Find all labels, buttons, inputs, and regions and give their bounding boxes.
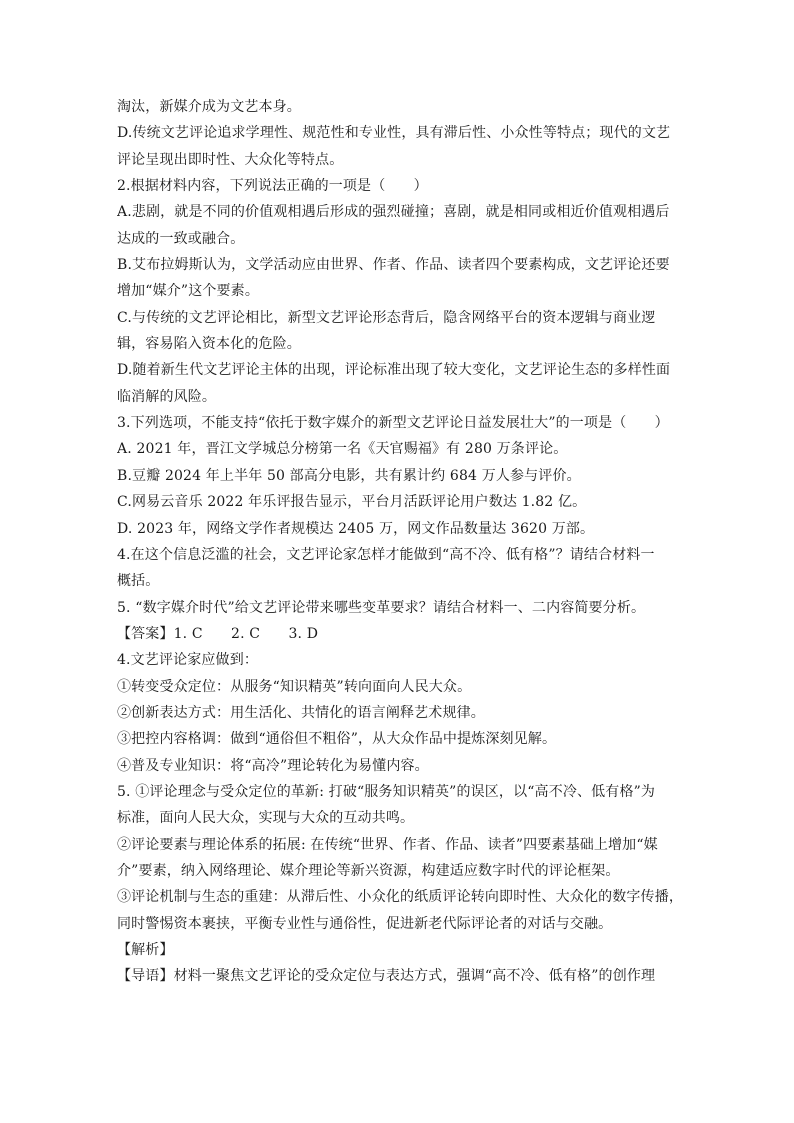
text-line: 增加“媒介”这个要素。 (117, 283, 259, 300)
text-line: 概括。 (117, 573, 160, 590)
question-3-option-a: A. 2021 年，晋江文学城总分榜第一名《天官赐福》有 280 万条评论。 (117, 441, 568, 458)
guide-paragraph: 【导语】材料一聚焦文艺评论的受众定位与表达方式，强调“高不冷、低有格”的创作理 (117, 968, 656, 985)
answer-4-point: ③把控内容格调：做到“通俗但不粗俗”，从大众作品中提炼深刻见解。 (117, 731, 557, 748)
question-2-option-b: B.艾布拉姆斯认为，文学活动应由世界、作者、作品、读者四个要素构成，文艺评论还要 (117, 257, 670, 274)
answer-5-point: ②评论要素与理论体系的拓展: 在传统“世界、作者、作品、读者”四要素基础上增加“媒 (117, 836, 658, 853)
question-2-option-a: A.悲剧，就是不同的价值观相遇后形成的强烈碰撞；喜剧，就是相同或相近价值观相遇后 (117, 204, 670, 221)
answer-4-point: ④普及专业知识：将“高冷”理论转化为易懂内容。 (117, 757, 429, 774)
text-line: 标准，面向人民大众，实现与大众的互动共鸣。 (117, 810, 415, 827)
answer-4-point: ①转变受众定位：从服务“知识精英”转向面向人民大众。 (117, 678, 472, 695)
text-line: 辑，容易陷入资本化的危险。 (117, 336, 301, 353)
question-2-option-d: D.随着新生代文艺评论主体的出现，评论标准出现了较大变化，文艺评论生态的多样性面 (117, 362, 671, 379)
text-line: 同时警惕资本裹挟，平衡专业性与通俗性，促进新老代际评论者的对话与交融。 (117, 915, 613, 932)
answer-4-point: ②创新表达方式：用生活化、共情化的语言阐释艺术规律。 (117, 704, 485, 721)
question-3-option-d: D. 2023 年，网络文学作者规模达 2405 万，网文作品数量达 3620 万部。 (117, 520, 595, 537)
question-4-stem: 4.在这个信息泛滥的社会，文艺评论家怎样才能做到“高不冷、低有格”？请结合材料一 (117, 546, 655, 563)
text-line: 评论呈现出即时性、大众化等特点。 (117, 151, 344, 168)
text-line: 淘汰，新媒介成为文艺本身。 (117, 99, 301, 115)
question-5-stem: 5. “数字媒介时代”给文艺评论带来哪些变革要求？请结合材料一、二内容简要分析。 (117, 599, 646, 616)
answer-5-point: ③评论机制与生态的重建：从滞后性、小众化的纸质评论转向即时性、大众化的数字传播， (117, 889, 683, 906)
question-3-option-b: B.豆瓣 2024 年上半年 50 部高分电影，共有累计约 684 万人参与评价。 (117, 467, 581, 484)
answer-key: 【答案】1. C 2. C 3. D (117, 625, 319, 642)
answer-5-point: 5. ①评论理念与受众定位的革新: 打破“服务知识精英”的误区，以“高不冷、低有格”为 (117, 783, 656, 800)
text-line: D.传统文艺评论追求学理性、规范性和专业性，具有滞后性、小众性等特点；现代的文艺 (117, 125, 671, 142)
text-line: 临消解的风险。 (117, 388, 217, 405)
text-line: 介”要素，纳入网络理论、媒介理论等新兴资源，构建适应数字时代的评论框架。 (117, 862, 620, 879)
text-line: 达成的一致或融合。 (117, 230, 245, 247)
question-3-option-c: C.网易云音乐 2022 年乐评报告显示，平台月活跃评论用户数达 1.82 亿。 (117, 494, 587, 511)
answer-4-heading: 4.文艺评论家应做到： (117, 652, 259, 669)
question-2-stem: 2.根据材料内容，下列说法正确的一项是（ ） (117, 178, 428, 195)
question-3-stem: 3.下列选项，不能支持“依托于数字媒介的新型文艺评论日益发展壮大”的一项是（ ） (117, 415, 669, 432)
question-2-option-c: C.与传统的文艺评论相比，新型文艺评论形态背后，隐含网络平台的资本逻辑与商业逻 (117, 309, 656, 326)
analysis-heading: 【解析】 (117, 942, 174, 958)
